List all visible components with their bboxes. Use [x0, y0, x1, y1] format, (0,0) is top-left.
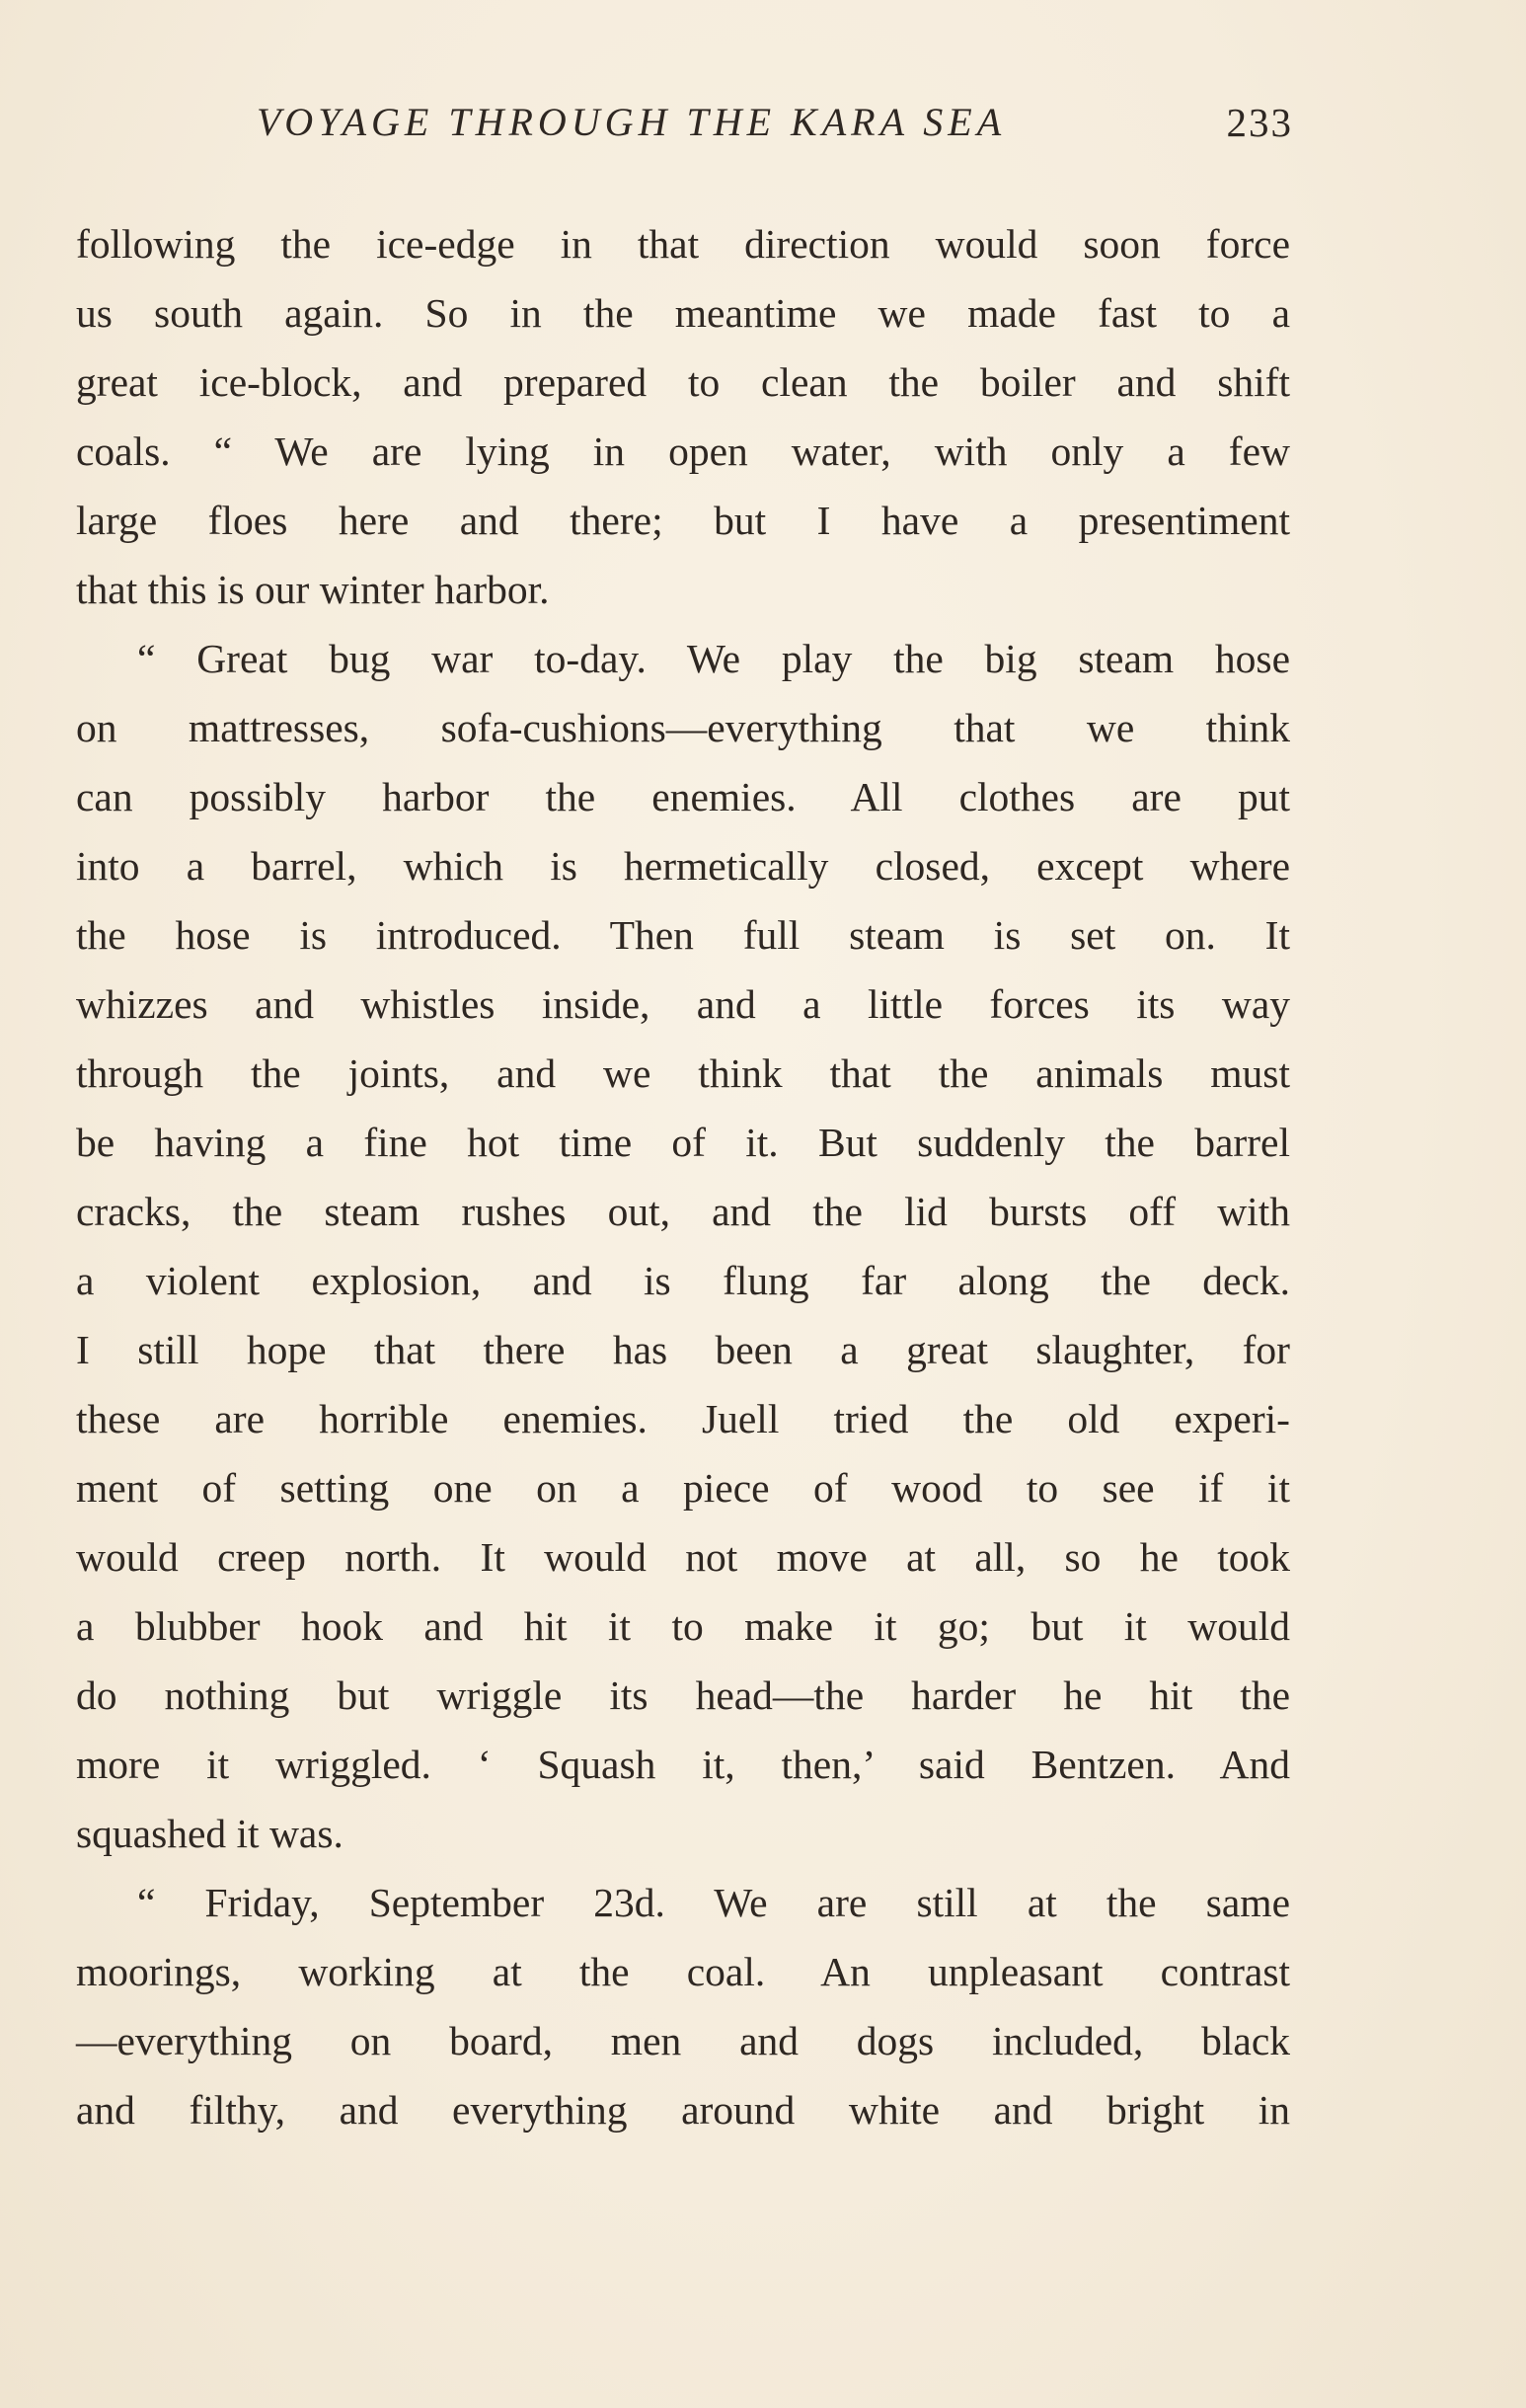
- text-line: through the joints, and we think that the animals must: [76, 1050, 1290, 1096]
- text-line: and filthy, and everything around white and bright in: [76, 2087, 1290, 2133]
- text-line: following the ice-edge in that direction would soon force: [76, 221, 1290, 267]
- text-line: squashed it was.: [76, 1811, 343, 1856]
- running-title: VOYAGE THROUGH THE KARA SEA: [257, 100, 1007, 144]
- text-line: “ Great bug war to-day. We play the big steam hose: [137, 636, 1290, 681]
- text-line: the hose is introduced. Then full steam is set on. It: [76, 912, 1290, 958]
- text-line: do nothing but wriggle its head—the harder he hit the: [76, 1672, 1290, 1718]
- text-line: “ Friday, September 23d. We are still at the same: [137, 1880, 1290, 1925]
- text-line: great ice-block, and prepared to clean the boiler and shift: [76, 359, 1290, 405]
- text-line: I still hope that there has been a great slaughter, for: [76, 1327, 1290, 1372]
- text-line: cracks, the steam rushes out, and the lid bursts off with: [76, 1189, 1290, 1234]
- text-line: a violent explosion, and is flung far along the deck.: [76, 1258, 1290, 1303]
- text-line: would creep north. It would not move at all, so he took: [76, 1534, 1290, 1580]
- text-line: moorings, working at the coal. An unpleasant contrast: [76, 1949, 1290, 1994]
- text-line: coals. “ We are lying in open water, with only a few: [76, 428, 1290, 474]
- text-line: a blubber hook and hit it to make it go; but it would: [76, 1603, 1290, 1649]
- text-line: more it wriggled. ‘ Squash it, then,’ said Bentzen. And: [76, 1742, 1290, 1787]
- body-text: [76, 209, 1290, 2144]
- text-line: whizzes and whistles inside, and a little forces its way: [76, 981, 1290, 1027]
- text-line: that this is our winter harbor.: [76, 567, 550, 612]
- text-line: into a barrel, which is hermetically closed, except where: [76, 843, 1290, 889]
- text-line: ment of setting one on a piece of wood to see if it: [76, 1465, 1290, 1511]
- text-line: can possibly harbor the enemies. All clothes are put: [76, 774, 1290, 819]
- text-line: —everything on board, men and dogs included, black: [76, 2018, 1290, 2063]
- text-line: us south again. So in the meantime we made fast to a: [76, 290, 1290, 336]
- text-line: be having a fine hot time of it. But suddenly the barrel: [76, 1120, 1290, 1165]
- text-line: on mattresses, sofa-cushions—everything that we think: [76, 705, 1290, 750]
- page-number: 233: [1226, 100, 1293, 145]
- text-line: these are horrible enemies. Juell tried the old experi-: [76, 1396, 1290, 1441]
- running-head: [257, 99, 1293, 158]
- text-line: large floes here and there; but I have a presentiment: [76, 498, 1290, 543]
